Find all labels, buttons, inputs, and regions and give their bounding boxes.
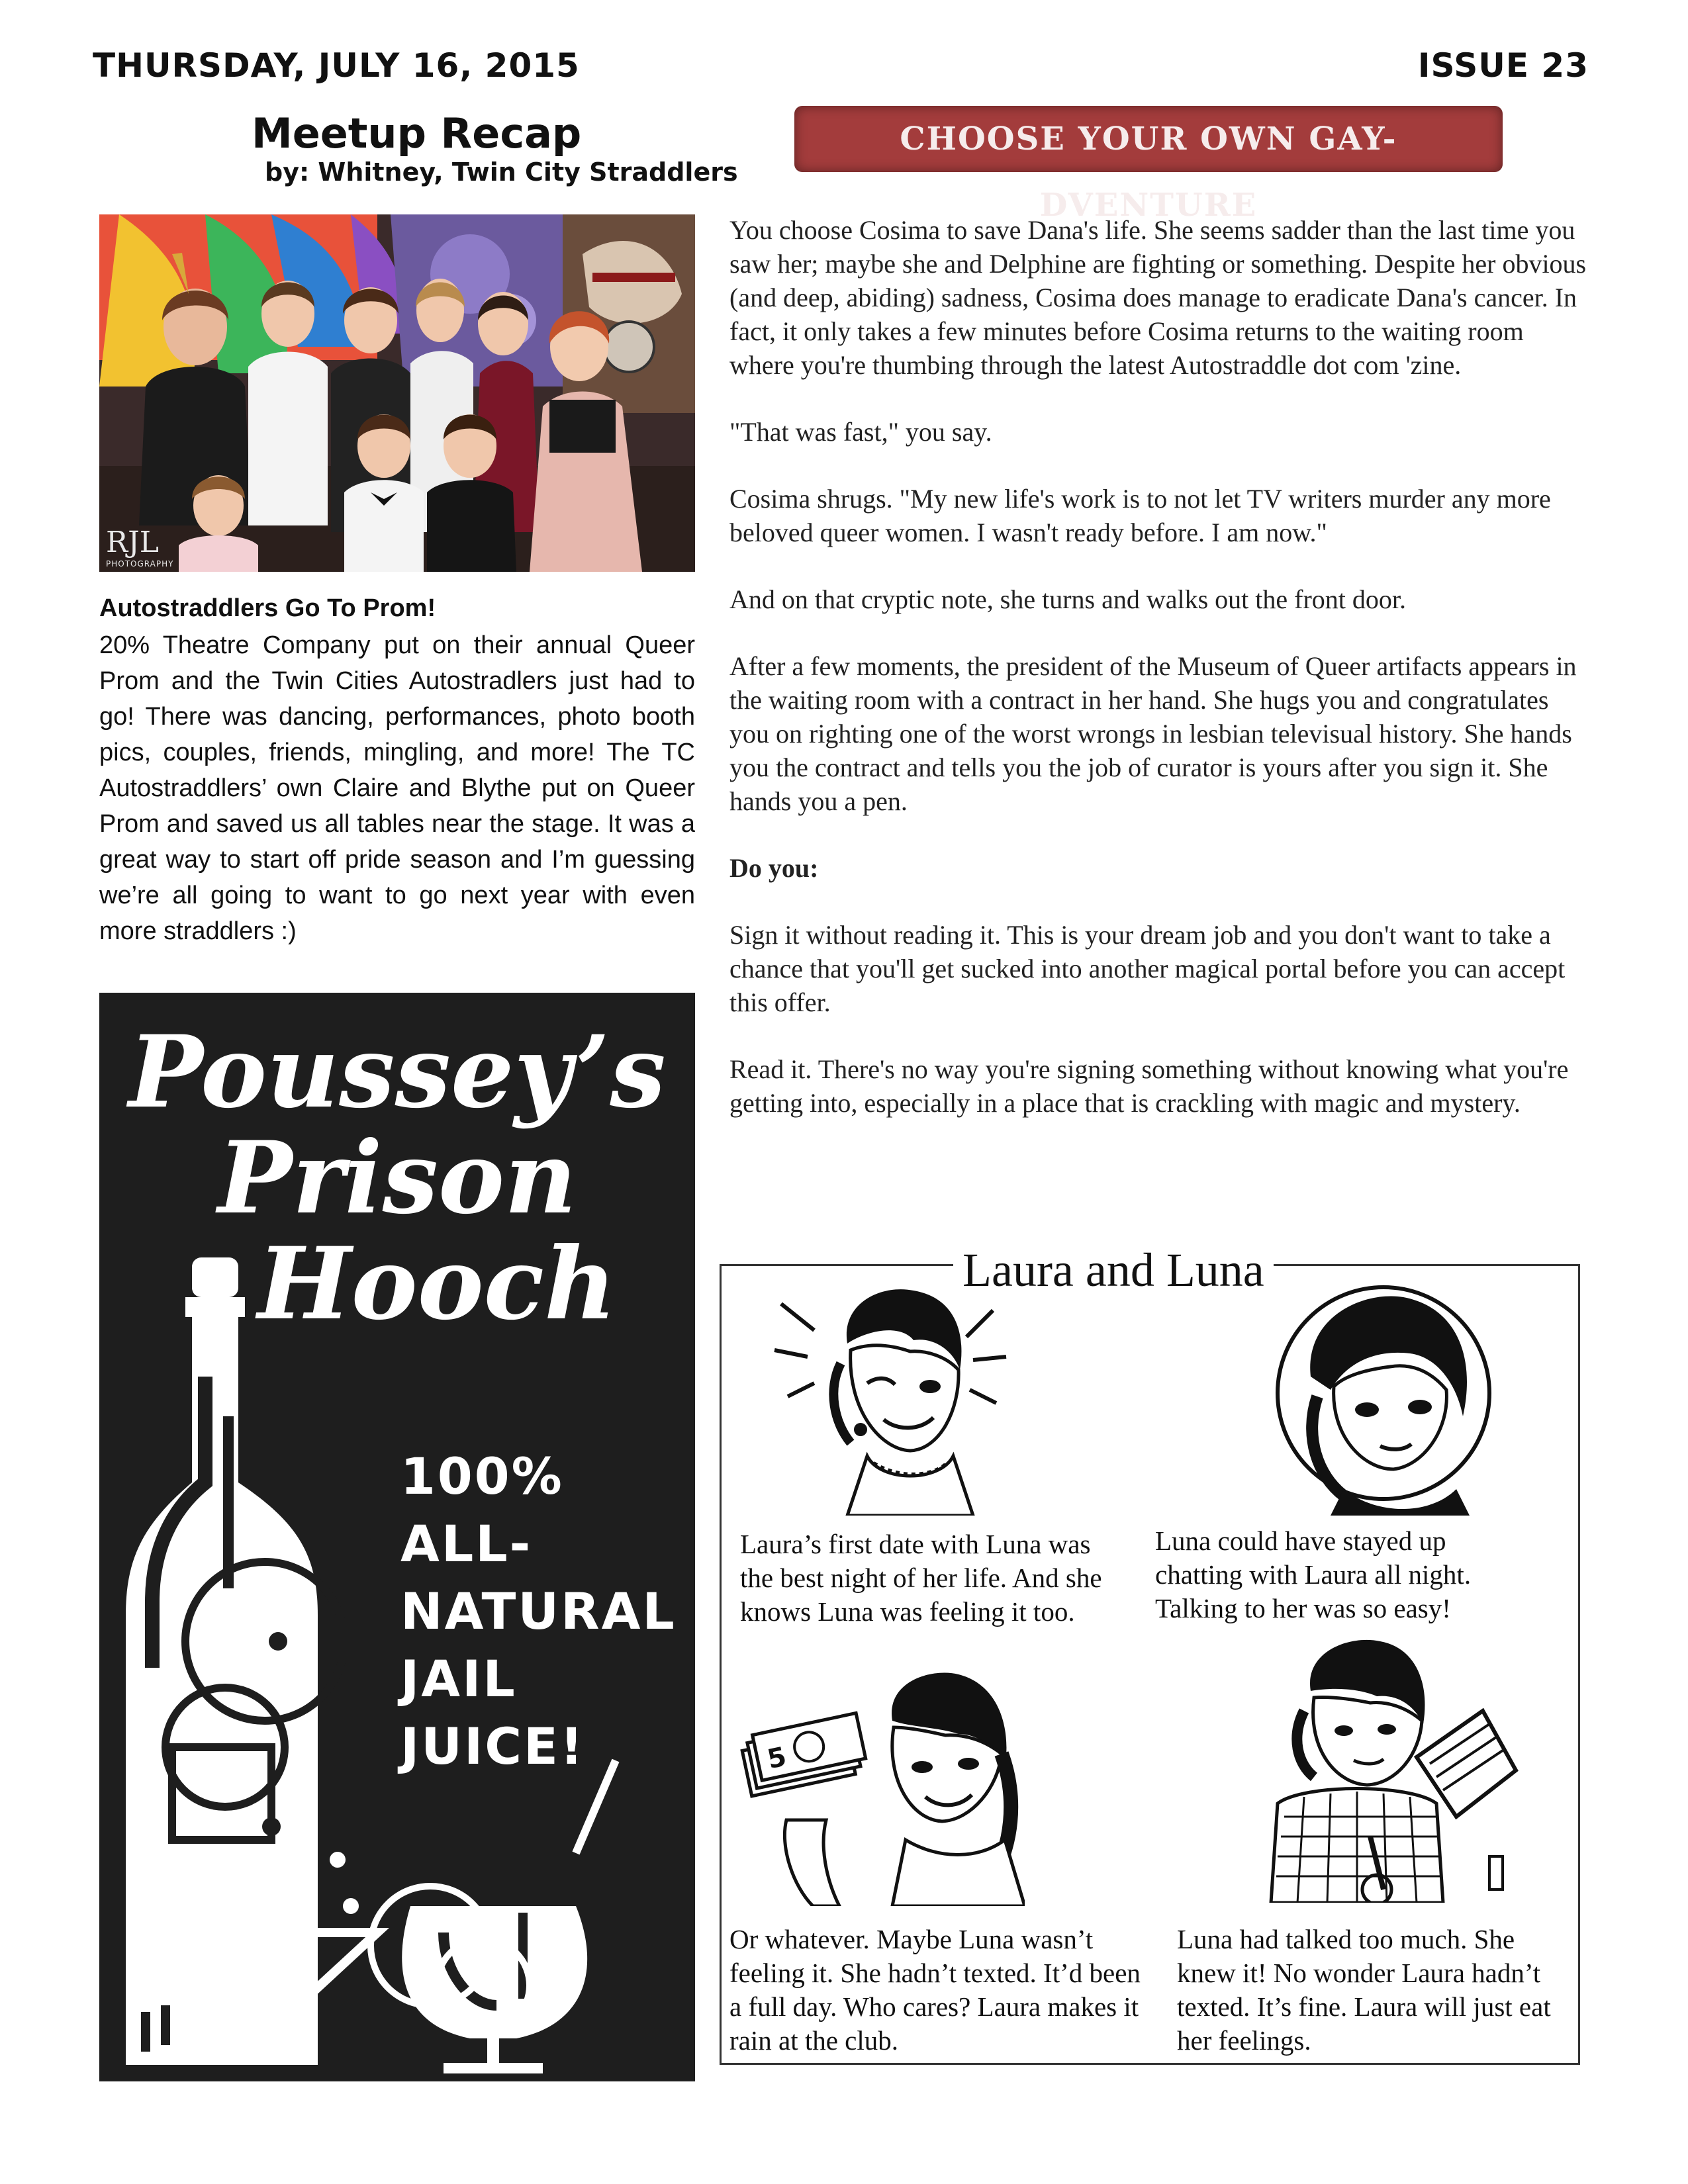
poster-tag-line2: NATURAL xyxy=(400,1582,677,1641)
comic-caption-2: Luna could have stayed up chatting with Laura all night. Talking to her was so easy! xyxy=(1155,1525,1472,1623)
winking-woman-icon xyxy=(768,1277,1019,1516)
adventure-story xyxy=(729,213,1590,1153)
poster-tag-line1: 100% ALL- xyxy=(400,1447,564,1573)
story-choice-read: Read it. There's no way you're signing something without knowing what you're getting into, especially in a place that is crackling with magic and mystery. xyxy=(729,1054,1569,1118)
comic-caption-4: Luna had talked too much. She knew it! No wonder Laura hadn’t texted. It’s fine. Laura will just eat her feelings. xyxy=(1177,1924,1551,2056)
story-question: Do you: xyxy=(729,853,819,883)
circle-portrait-woman-icon xyxy=(1258,1277,1509,1516)
prom-photo-illustration xyxy=(99,214,695,572)
poster-tag-line3: JAIL JUICE! xyxy=(400,1649,585,1776)
story-paragraph: And on that cryptic note, she turns and walks out the front door. xyxy=(729,584,1407,614)
reading-woman-icon xyxy=(1238,1638,1523,1903)
adventure-banner-text: CHOOSE YOUR OWN GAY-DVENTURE xyxy=(900,120,1397,224)
comic-title: Laura and Luna xyxy=(953,1243,1274,1298)
story-choice-sign: Sign it without reading it. This is your dream job and you don't want to take a chance that you'll get sucked into another magical portal before you can accept this offer. xyxy=(729,920,1566,1017)
issue-number: ISSUE 23 xyxy=(1417,46,1589,85)
hooch-poster xyxy=(99,993,695,2081)
story-paragraph: You choose Cosima to save Dana's life. She seems sadder than the last time you saw her; maybe she and Delphine are fighting or something. Despite her obvious (and deep, abiding) sadness, Cosima does manage to eradicate Dana's cancer. In fact, it only takes a few minutes before Cosima returns to the waiting room where you're thumbing through the latest Autostraddle dot com 'zine. xyxy=(729,215,1587,380)
poster-title-line1: Poussey’s xyxy=(128,1014,666,1130)
issue-date: THURSDAY, JULY 16, 2015 xyxy=(93,46,580,85)
photo-credit-sub: PHOTOGRAPHY xyxy=(106,559,174,569)
comic-caption-3: Or whatever. Maybe Luna wasn’t feeling it. She hadn’t texted. It’d been a full day. Who cares? Laura makes it rain at the club. xyxy=(729,1924,1141,2056)
prom-photo xyxy=(99,214,695,572)
article-headline: Autostraddlers Go To Prom! xyxy=(99,594,436,622)
bottle-glass-icon xyxy=(99,1244,695,2081)
photo-credit: RJL xyxy=(106,525,159,559)
story-paragraph: "That was fast," you say. xyxy=(729,417,992,447)
story-paragraph: After a few moments, the president of the Museum of Queer artifacts appears in the waiting room with a contract in her hand. She hugs you and congratulates you on righting one of the worst wrongs in lesbian televisual history. She hands you the contract and tells you the job of curator is yours after you sign it. She hands you a pen. xyxy=(729,651,1577,816)
adventure-banner xyxy=(794,106,1503,224)
story-paragraph: Cosima shrugs. "My new life's work is to not let TV writers murder any more beloved queer women. I wasn't ready before. I am now." xyxy=(729,484,1551,547)
meetup-title: Meetup Recap xyxy=(252,109,582,158)
cash-woman-icon xyxy=(740,1668,1025,1906)
meetup-byline: by: Whitney, Twin City Straddlers xyxy=(265,158,738,187)
poster-title-line2: Prison xyxy=(217,1120,577,1236)
comic-caption-1: Laura’s first date with Luna was the best night of her life. And she knows Luna was feeling it too. xyxy=(740,1529,1102,1627)
cash-label: 5 xyxy=(765,1741,790,1776)
poster-title-line3: Hooch xyxy=(257,1226,617,1342)
article-body: 20% Theatre Company put on their annual Queer Prom and the Twin Cities Autostradlers just had to go! There was dancing, performances, photo booth pics, couples, friends, mingling, and more! The TC Autostraddlers’ own Claire and Blythe put on Queer Prom and saved us all tables near the stage. It was a great way to start off pride season and I’m guessing we’re all going to want to go next year with even more straddlers :) xyxy=(99,631,695,945)
